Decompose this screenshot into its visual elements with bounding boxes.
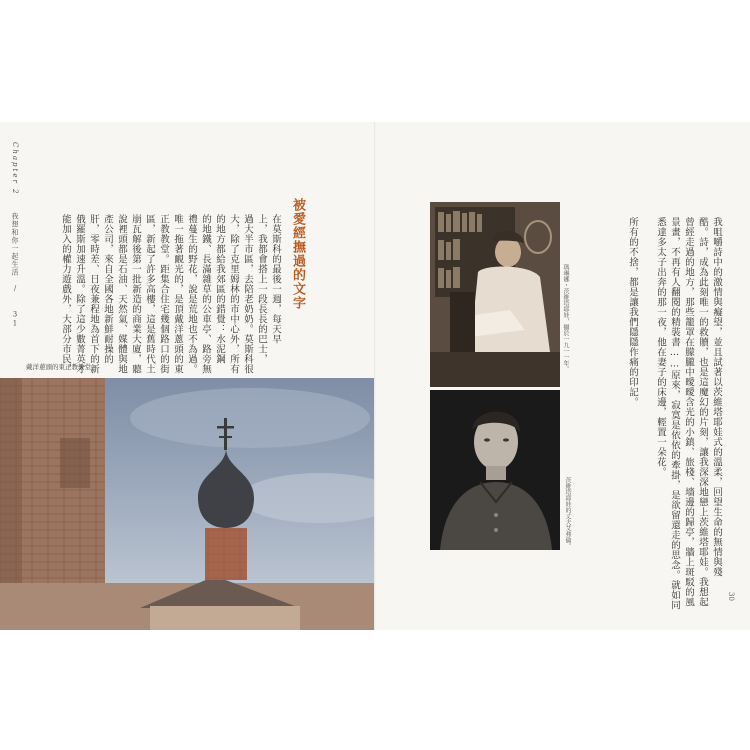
left-body-text — [58, 214, 282, 374]
text-column: 曾經走過的地方，那些籠罩在朦朧中曖曖含光的小鎮、旅棧、墻邊的歸亭，牆上斑駁的風 — [683, 217, 694, 607]
chapter-label: Chapter 2 — [11, 142, 19, 196]
text-column: 肝，零時差、日夜兼程地為首下的新 — [88, 214, 99, 374]
text-column: 說裡頭都是石油、天然氣、媒體與地 — [116, 214, 127, 374]
text-column: 所有的不捨，都是讓我們隱隱作痛的印記。 — [627, 217, 638, 407]
text-column: 禮蔓生的野花，說是荒地也不為過。 — [186, 214, 197, 374]
man-portrait-illustration — [430, 390, 560, 550]
text-column: 的地方都給我郊區的錯覺：水泥鋼 — [214, 214, 225, 364]
text-column: 能加入的權力遊戲外，大部分市民， — [60, 214, 71, 374]
text-column: 的地鐵、長滿雜草的公車亭、路旁無 — [200, 214, 211, 374]
church-illustration — [0, 378, 374, 630]
page-gutter — [374, 122, 376, 630]
chapter-title: 我想和你一起生活 — [11, 212, 19, 277]
portrait-photo-man — [430, 390, 560, 550]
book-spread — [0, 122, 750, 630]
text-column: 唯一拖著靦光的，是頂戴洋蔥頭的東 — [172, 214, 183, 374]
right-page-number: 30 — [727, 592, 735, 601]
text-column: 酷。詩，成為此刻唯一的救贖，也是這魔幻的片刻，讓我深深地戀上茨維塔耶娃。我想起 — [697, 217, 708, 607]
text-column: 我咀嚼詩中的激情與癡望，並且試著以茨維塔耶娃式的溫柔，回望生命的無情與殘 — [711, 217, 722, 577]
woman-portrait-illustration — [430, 202, 560, 387]
text-column: 過大半市區，去陪老奶奶。莫斯科很 — [242, 214, 253, 374]
text-column — [639, 217, 653, 610]
text-column: 大，除了克里姆林的市中心外，所有 — [228, 214, 239, 374]
running-head: Chapter 2 我想和你一起生活 / 31 — [11, 142, 19, 329]
section-title: 被愛經撫過的文字 — [290, 198, 305, 310]
text-column: 產公司，來自全國各地新鮮耐操的 — [102, 214, 113, 364]
right-body-text — [625, 217, 723, 610]
text-column: 正教教堂。距集合住宅幾個路口的街 — [158, 214, 169, 374]
woman-caption: 瑪琳娜・茨維塔耶娃，攝於一九一一年。 — [562, 264, 569, 372]
left-page-number: 31 — [11, 310, 19, 329]
text-column: 在莫斯科的最後一週，每天早 — [270, 214, 281, 344]
text-column: 區，新起了許多高樓，這是舊時代土 — [144, 214, 155, 374]
portrait-photo-woman — [430, 202, 560, 387]
text-column: 上，我都會搭上一段長長的巴士， — [256, 214, 267, 364]
text-column: 俄羅斯加速升溫。除了這少數菁英才 — [74, 214, 85, 374]
text-column: 崩瓦解後第一批新造的商業大廈，聽 — [130, 214, 141, 374]
text-column: 悉達多太子出奔的那一夜，他在妻子的床邊，輕置一朵花。 — [655, 217, 666, 477]
man-caption: 茨維塔耶娃的丈夫艾弗倫。 — [564, 477, 571, 549]
text-column: 景畫，不再有人翻閱的精裝書……原來，寂寞是依依的牽掛，是欲留還走的思念。就如同 — [669, 217, 680, 610]
photo-caption: 戴洋蔥頭的東正教教堂。 — [26, 363, 98, 371]
church-photo — [0, 378, 374, 630]
